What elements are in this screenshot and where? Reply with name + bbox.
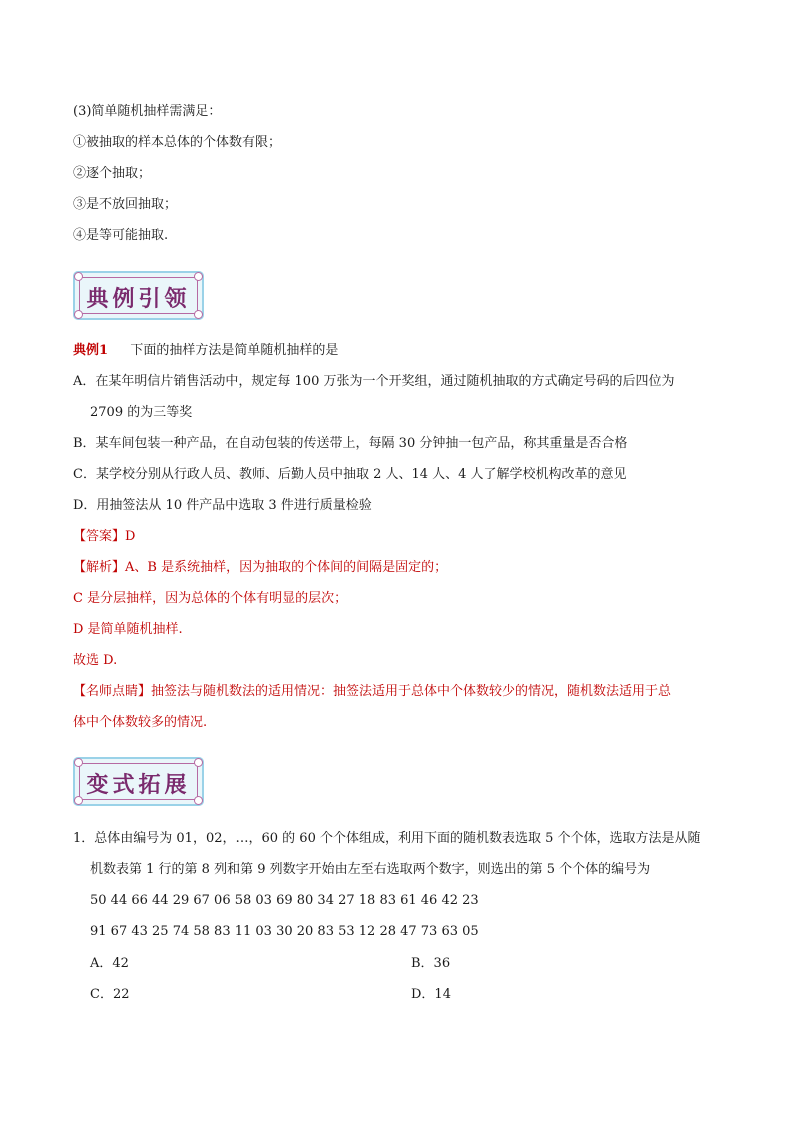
answer-value: D [125,529,136,544]
tip-line-1 [73,684,671,700]
intro-item-2: ②逐个抽取； [73,166,152,181]
answer-label: 【答案】 [73,529,126,544]
conclusion: 故选 D. [73,653,118,668]
analysis-text: A、B 是系统抽样，因为抽取的个体间的间隔是固定的； [125,560,448,575]
option-c: C．某学校分别从行政人员、教师、后勤人员中抽取 2 人、14 人、4 人了解学校机构改革的意见 [73,467,627,482]
option-d: D．用抽签法从 10 件产品中选取 3 件进行质量检验 [73,498,372,513]
badge-corner-ornament [74,272,83,281]
intro-item-1: ①被抽取的样本总体的个体数有限； [73,135,282,150]
exercise-option-a: A．42 [90,956,129,971]
analysis-line-3: D 是简单随机抽样. [73,622,183,637]
analysis-line-2: C 是分层抽样，因为总体的个体有明显的层次； [73,591,348,606]
intro-heading: (3)简单随机抽样需满足： [73,104,222,119]
badge-corner-ornament [74,758,83,767]
tip-text: 抽签法与随机数法的适用情况：抽签法适用于总体中个体数较少的情况，随机数法适用于总 [151,684,672,699]
example-question-line [73,343,338,359]
answer-line [73,529,135,545]
section-badge-examples [73,271,204,320]
example-question: 下面的抽样方法是简单随机抽样的是 [130,343,339,358]
analysis-label: 【解析】 [73,560,126,575]
exercise-option-c: C．22 [90,987,130,1002]
tip-label: 【名师点睛】 [73,684,152,699]
intro-item-4: ④是等可能抽取. [73,228,169,243]
exercise-option-b: B．36 [411,956,451,971]
random-table-row-1: 50 44 66 44 29 67 06 58 03 69 80 34 27 18 83 61 46 42 23 [90,893,479,908]
example-label: 典例1 [73,343,109,358]
option-a-line-2: 2709 的为三等奖 [90,405,193,420]
section-title: 典例引领 [86,286,191,312]
random-table-row-2: 91 67 43 25 74 58 83 11 03 30 20 83 53 12 28 47 73 63 05 [90,924,479,939]
badge-corner-ornament [194,272,203,281]
section-title: 变式拓展 [86,772,191,798]
exercise-line-1: 1．总体由编号为 01，02，…，60 的 60 个个体组成，利用下面的随机数表选取 5 个个体，选取方法是从随 [73,831,701,846]
intro-item-3: ③是不放回抽取； [73,197,178,212]
exercise-line-2: 机数表第 1 行的第 8 列和第 9 列数字开始由左至右选取两个数字，则选出的第 5 个个体的编号为 [90,862,651,877]
option-a-line-1: A．在某年明信片销售活动中，规定每 100 万张为一个开奖组，通过随机抽取的方式确定号码的后四位为 [73,374,675,389]
tip-line-2: 体中个体数较多的情况. [73,715,208,730]
exercise-option-d: D．14 [411,987,451,1002]
badge-corner-ornament [194,758,203,767]
analysis-line-1 [73,560,447,576]
option-b: B．某车间包装一种产品，在自动包装的传送带上，每隔 30 分钟抽一包产品，称其重量是否合格 [73,436,628,451]
section-badge-variations [73,757,204,806]
